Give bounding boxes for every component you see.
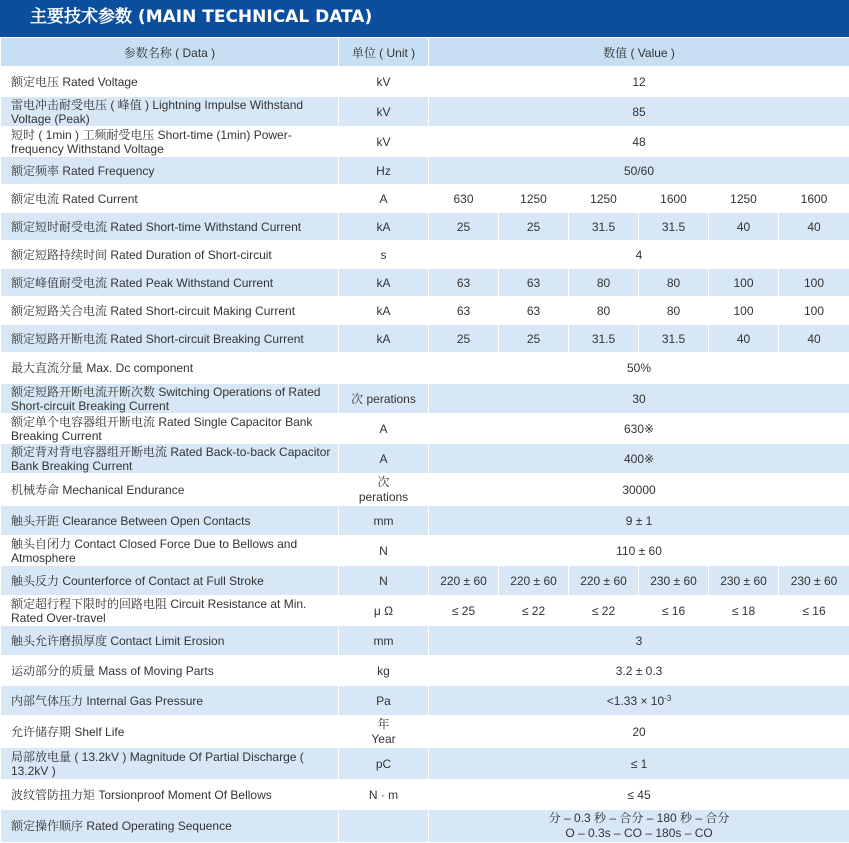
param-value: ≤ 22	[569, 596, 639, 626]
param-unit: kA	[339, 297, 429, 325]
param-value: 30	[429, 384, 849, 414]
param-name: 短时 ( 1min ) 工频耐受电压 Short-time (1min) Power-frequency Withstand Voltage	[1, 127, 339, 157]
param-unit: pC	[339, 748, 429, 780]
table-row	[1, 157, 849, 185]
param-name: 运动部分的质量 Mass of Moving Parts	[1, 656, 339, 686]
table-row	[1, 716, 849, 748]
unit-line: Year	[339, 732, 428, 747]
param-value: 20	[429, 716, 849, 748]
param-value: 4	[429, 241, 849, 269]
param-value: 9 ± 1	[429, 506, 849, 536]
table-row	[1, 384, 849, 414]
table-row	[1, 97, 849, 127]
param-value: 25	[499, 213, 569, 241]
table-row	[1, 297, 849, 325]
table-row	[1, 810, 849, 843]
page-title: 主要技术参数 (MAIN TECHNICAL DATA)	[0, 0, 849, 37]
param-unit: A	[339, 444, 429, 474]
param-value: 50/60	[429, 157, 849, 185]
param-name: 额定峰值耐受电流 Rated Peak Withstand Current	[1, 269, 339, 297]
param-unit: A	[339, 414, 429, 444]
param-unit: N	[339, 536, 429, 566]
table-row	[1, 444, 849, 474]
param-value: 31.5	[569, 213, 639, 241]
param-name: 额定操作顺序 Rated Operating Sequence	[1, 810, 339, 843]
param-name: 触头反力 Counterforce of Contact at Full Stroke	[1, 566, 339, 596]
column-header-value: 数值 ( Value )	[429, 38, 849, 67]
table-row	[1, 748, 849, 780]
param-value: 1250	[709, 185, 779, 213]
table-row	[1, 566, 849, 596]
param-value: 25	[429, 213, 499, 241]
param-value: 100	[779, 297, 849, 325]
param-name: 额定短路持续时间 Rated Duration of Short-circuit	[1, 241, 339, 269]
table-row	[1, 780, 849, 810]
param-name: 触头自闭力 Contact Closed Force Due to Bellows and Atmosphere	[1, 536, 339, 566]
param-unit: mm	[339, 506, 429, 536]
param-unit: Hz	[339, 157, 429, 185]
param-value: 63	[499, 269, 569, 297]
param-value: 85	[429, 97, 849, 127]
technical-data-table	[0, 37, 849, 843]
param-unit	[339, 716, 429, 748]
param-value: 3.2 ± 0.3	[429, 656, 849, 686]
unit-line: perations	[339, 490, 428, 505]
param-unit: mm	[339, 626, 429, 656]
param-value: 1600	[639, 185, 709, 213]
unit-line: 年	[339, 717, 428, 732]
value-base: <1.33 × 10	[607, 694, 664, 708]
param-value: 31.5	[639, 325, 709, 353]
param-value: 63	[429, 269, 499, 297]
table-row	[1, 325, 849, 353]
param-name: 触头开距 Clearance Between Open Contacts	[1, 506, 339, 536]
param-name: 额定短时耐受电流 Rated Short-time Withstand Current	[1, 213, 339, 241]
param-unit	[339, 474, 429, 506]
param-value: 30000	[429, 474, 849, 506]
param-value: 220 ± 60	[499, 566, 569, 596]
value-exponent: -3	[664, 694, 671, 703]
table-row	[1, 474, 849, 506]
param-value: 40	[779, 325, 849, 353]
sequence-line-cn: 分 – 0.3 秒 – 合分 – 180 秒 – 合分	[429, 811, 849, 826]
param-value: ≤ 18	[709, 596, 779, 626]
column-header-unit: 单位 ( Unit )	[339, 38, 429, 67]
table-row	[1, 185, 849, 213]
param-value: ≤ 25	[429, 596, 499, 626]
param-value: 230 ± 60	[639, 566, 709, 596]
table-row	[1, 241, 849, 269]
table-row	[1, 213, 849, 241]
param-value: 110 ± 60	[429, 536, 849, 566]
table-row	[1, 656, 849, 686]
param-value: 220 ± 60	[429, 566, 499, 596]
param-name: 额定频率 Rated Frequency	[1, 157, 339, 185]
param-value: ≤ 22	[499, 596, 569, 626]
param-name: 雷电冲击耐受电压 ( 峰值 ) Lightning Impulse Withstand Voltage (Peak)	[1, 97, 339, 127]
param-unit: kV	[339, 67, 429, 97]
param-name: 额定短路开断电流 Rated Short-circuit Breaking Current	[1, 325, 339, 353]
param-unit: Pa	[339, 686, 429, 716]
table-row	[1, 536, 849, 566]
param-value: 80	[639, 297, 709, 325]
param-value: 80	[639, 269, 709, 297]
param-value: 100	[779, 269, 849, 297]
param-value: ≤ 16	[779, 596, 849, 626]
param-value: 12	[429, 67, 849, 97]
param-value: 40	[709, 325, 779, 353]
table-row	[1, 596, 849, 626]
param-value: 80	[569, 269, 639, 297]
param-value	[429, 810, 849, 843]
table-row	[1, 686, 849, 716]
param-name: 额定电流 Rated Current	[1, 185, 339, 213]
param-name: 额定电压 Rated Voltage	[1, 67, 339, 97]
param-value: 31.5	[639, 213, 709, 241]
param-value: 63	[499, 297, 569, 325]
param-value: 80	[569, 297, 639, 325]
table-row	[1, 353, 849, 384]
param-value: 630※	[429, 414, 849, 444]
param-unit: 次 perations	[339, 384, 429, 414]
param-value: 1250	[499, 185, 569, 213]
param-value: 1250	[569, 185, 639, 213]
param-unit: kg	[339, 656, 429, 686]
param-value: ≤ 16	[639, 596, 709, 626]
param-name: 触头允许磨损厚度 Contact Limit Erosion	[1, 626, 339, 656]
table-row	[1, 626, 849, 656]
param-value	[429, 686, 849, 716]
table-header-row	[1, 38, 849, 67]
param-unit: kA	[339, 325, 429, 353]
param-value: 25	[499, 325, 569, 353]
param-value: 31.5	[569, 325, 639, 353]
param-name: 波纹管防扭力矩 Torsionproof Moment Of Bellows	[1, 780, 339, 810]
param-unit	[339, 353, 429, 384]
param-value: 1600	[779, 185, 849, 213]
param-value: 48	[429, 127, 849, 157]
param-unit: kV	[339, 127, 429, 157]
param-value: 25	[429, 325, 499, 353]
table-row	[1, 506, 849, 536]
param-name: 最大直流分量 Max. Dc component	[1, 353, 339, 384]
unit-line: 次	[339, 475, 428, 490]
param-value: ≤ 45	[429, 780, 849, 810]
param-unit: kA	[339, 213, 429, 241]
param-value: 40	[709, 213, 779, 241]
param-unit: N	[339, 566, 429, 596]
param-name: 额定短路关合电流 Rated Short-circuit Making Current	[1, 297, 339, 325]
param-name: 额定短路开断电流开断次数 Switching Operations of Rated Short-circuit Breaking Current	[1, 384, 339, 414]
param-value: 400※	[429, 444, 849, 474]
param-value: 230 ± 60	[779, 566, 849, 596]
param-unit: N · m	[339, 780, 429, 810]
param-value: 100	[709, 269, 779, 297]
param-value: 220 ± 60	[569, 566, 639, 596]
param-unit	[339, 810, 429, 843]
param-value: 40	[779, 213, 849, 241]
param-value: 3	[429, 626, 849, 656]
param-unit: kV	[339, 97, 429, 127]
param-name: 额定单个电容器组开断电流 Rated Single Capacitor Bank Breaking Current	[1, 414, 339, 444]
param-name: 允许储存期 Shelf Life	[1, 716, 339, 748]
param-unit: kA	[339, 269, 429, 297]
param-name: 额定超行程下限时的回路电阻 Circuit Resistance at Min. Rated Over-travel	[1, 596, 339, 626]
table-row	[1, 269, 849, 297]
column-header-name: 参数名称 ( Data )	[1, 38, 339, 67]
table-row	[1, 414, 849, 444]
param-unit: A	[339, 185, 429, 213]
param-name: 内部气体压力 Internal Gas Pressure	[1, 686, 339, 716]
param-value: ≤ 1	[429, 748, 849, 780]
table-row	[1, 127, 849, 157]
sequence-line-en: O – 0.3s – CO – 180s – CO	[429, 826, 849, 841]
param-unit: μ Ω	[339, 596, 429, 626]
param-value: 50%	[429, 353, 849, 384]
param-value: 100	[709, 297, 779, 325]
param-name: 机械寿命 Mechanical Endurance	[1, 474, 339, 506]
param-unit: s	[339, 241, 429, 269]
param-name: 局部放电量 ( 13.2kV ) Magnitude Of Partial Discharge ( 13.2kV )	[1, 748, 339, 780]
param-value: 63	[429, 297, 499, 325]
param-value: 230 ± 60	[709, 566, 779, 596]
table-row	[1, 67, 849, 97]
param-name: 额定背对背电容器组开断电流 Rated Back-to-back Capacitor Bank Breaking Current	[1, 444, 339, 474]
param-value: 630	[429, 185, 499, 213]
